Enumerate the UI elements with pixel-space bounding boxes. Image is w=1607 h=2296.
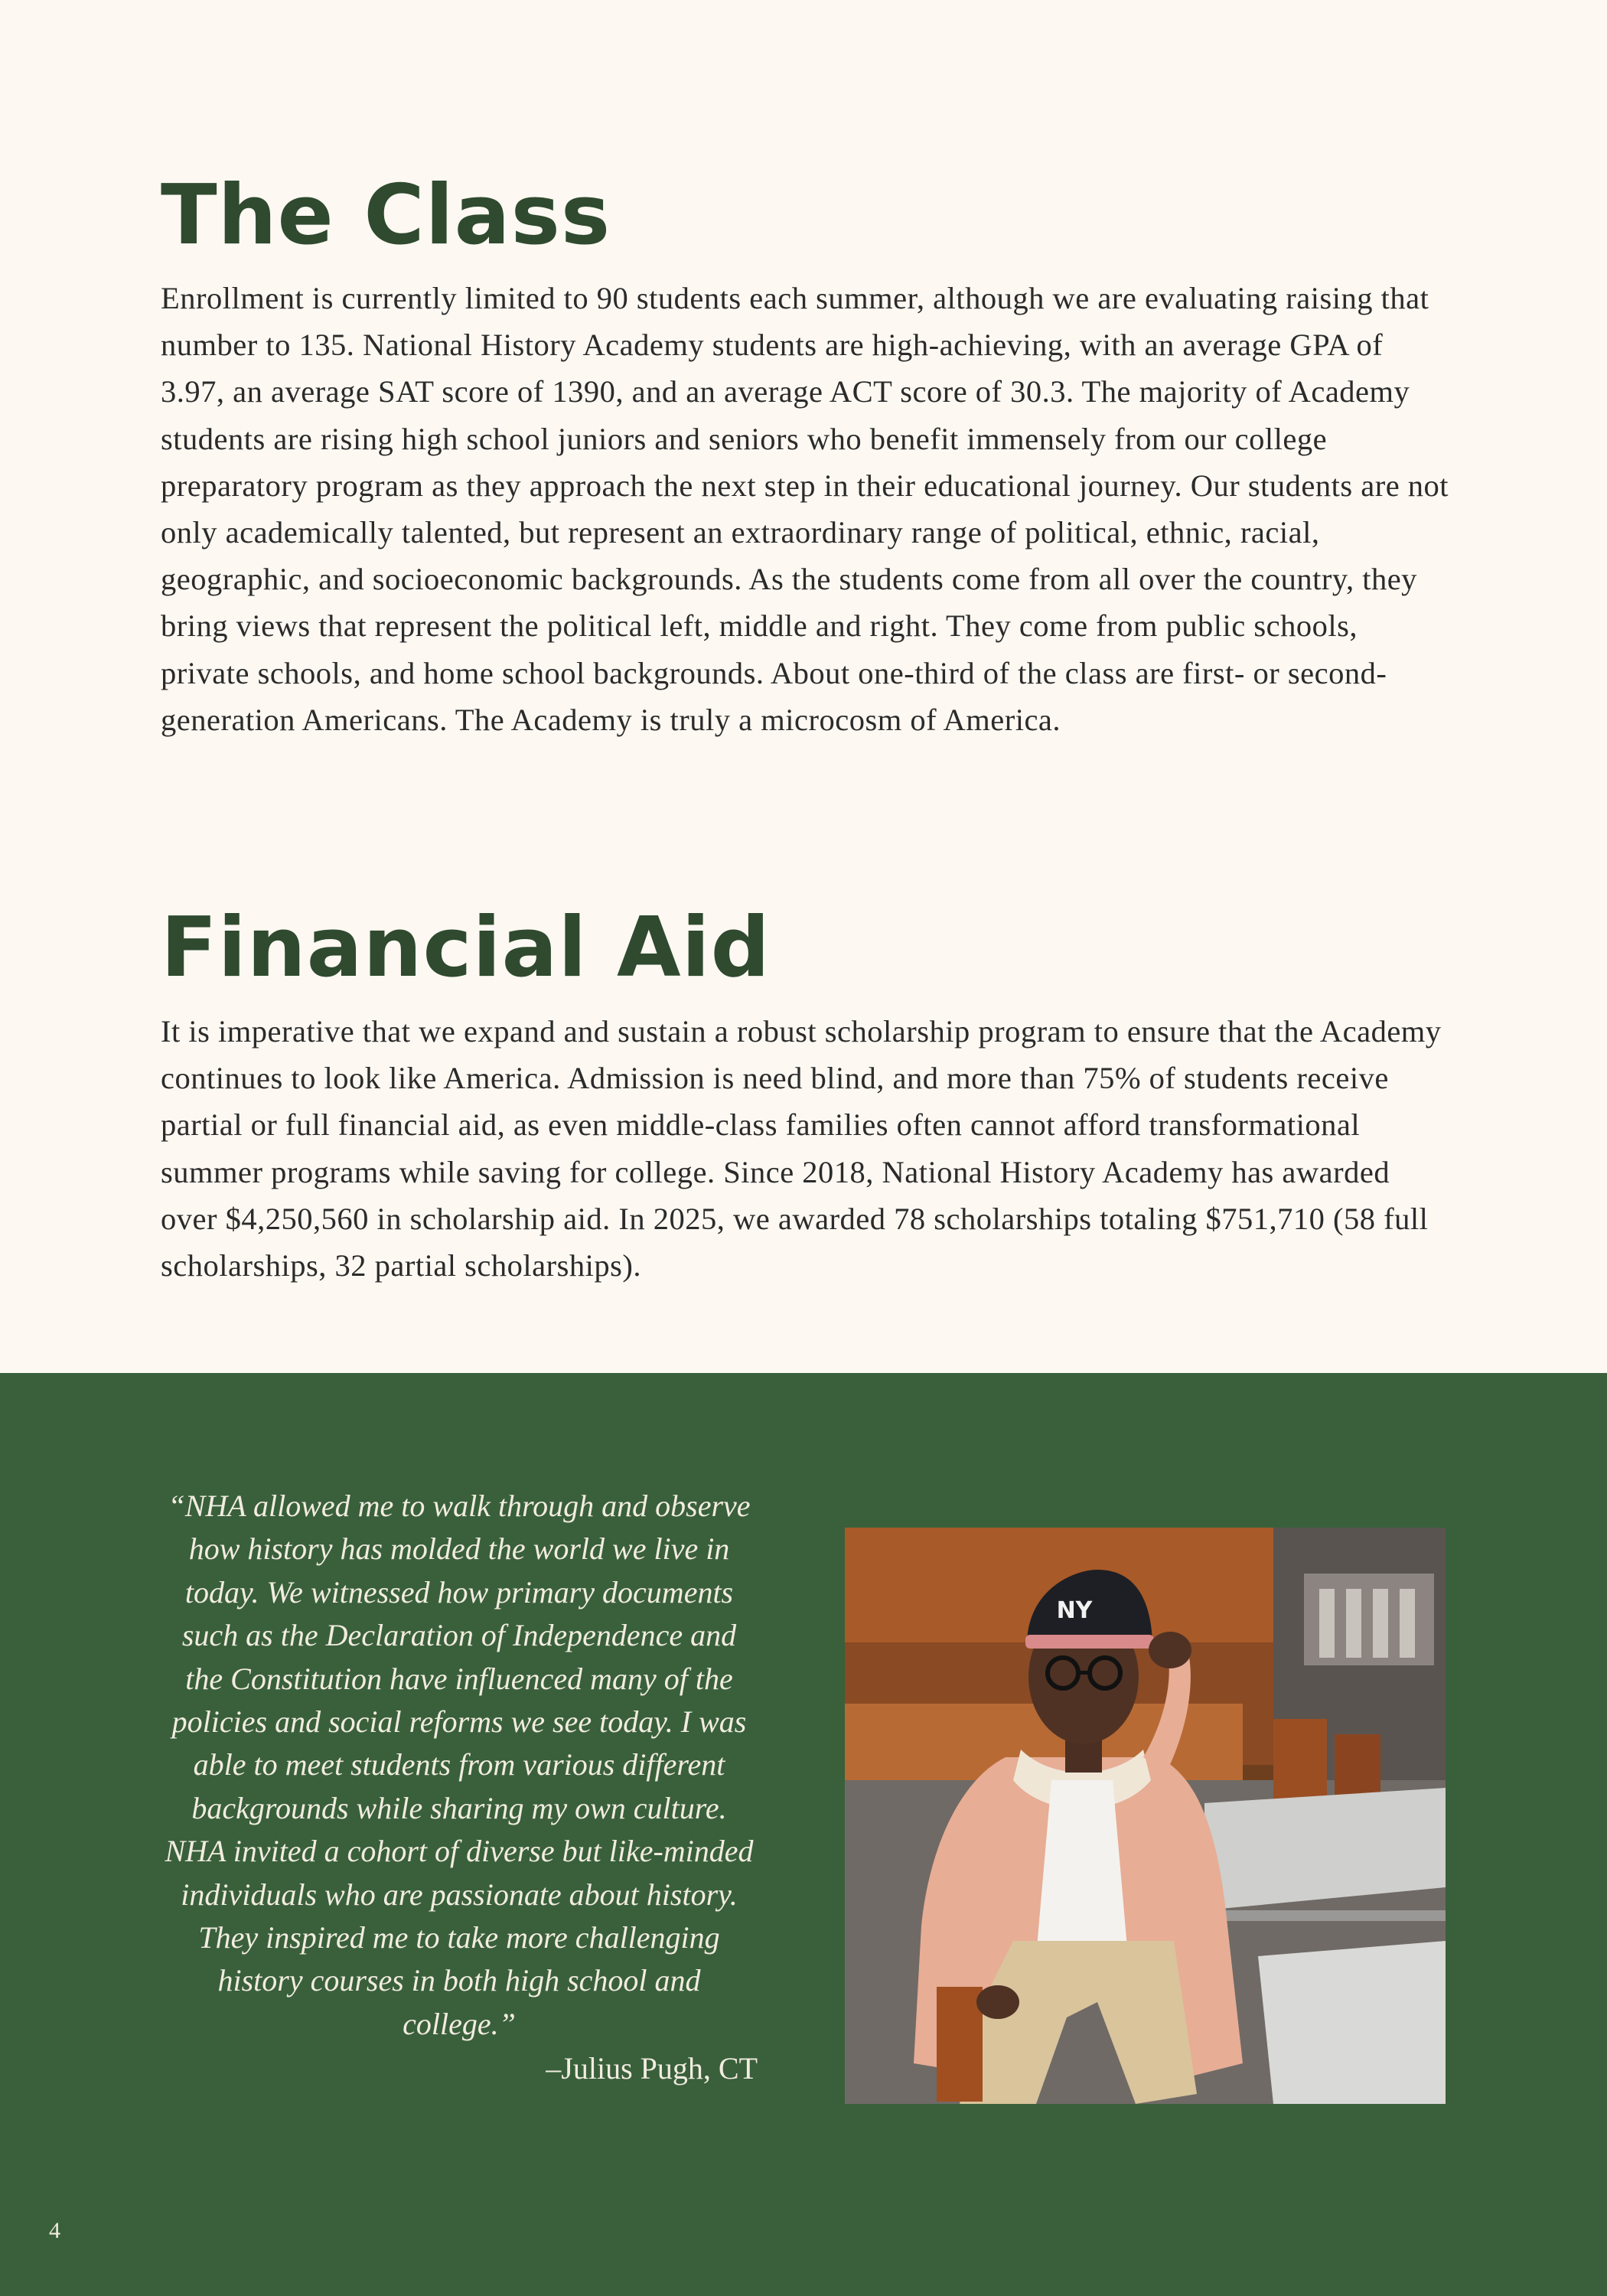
cap-logo: NY bbox=[1056, 1597, 1093, 1624]
student-photo bbox=[845, 1528, 1446, 2104]
testimonial-quote: “NHA allowed me to walk through and observe how history has molded the world we live in today. We witnessed how primary documents such as the Declaration of Independence and the Constitution have influenced many of the policies and social reforms we see today. I was able to meet students from various different backgrounds while sharing my own culture. NHA invited a cohort of diverse but like-minded individuals who are passionate about history. They inspired me to take more challenging history courses in both high school and college.” bbox=[165, 1489, 754, 2041]
the-class-paragraph: Enrollment is currently limited to 90 students each summer, although we are evaluating raising that number to 135. National History Academy students are high-achieving, with an average GPA of 3.97, an average SAT score of 1390, and an average ACT score of 30.3. The majority of Academy students are rising high school juniors and seniors who benefit immensely from our college preparatory program as they approach the next step in their educational journey. Our students are not only academically talented, but represent an extraordinary range of political, ethnic, racial, geographic, and socioeconomic backgrounds. As the students come from all over the country, they bring views that represent the political left, middle and right. They come from public schools, private schools, and home school backgrounds. About one-third of the class are first- or second-generation Americans. The Academy is truly a microcosm of America. bbox=[161, 281, 1449, 737]
financial-aid-heading: Financial Aid bbox=[161, 900, 771, 996]
testimonial-attribution: –Julius Pugh, CT bbox=[546, 2051, 758, 2086]
testimonial-quote-block bbox=[161, 1485, 758, 2090]
page-number: 4 bbox=[49, 2218, 60, 2243]
the-class-heading: The Class bbox=[161, 168, 611, 263]
financial-aid-paragraph: It is imperative that we expand and sustain a robust scholarship program to ensure that the Academy continues to look like America. Admission is need blind, and more than 75% of students receive partial or full financial aid, as even middle-class families often cannot afford transformational summer programs while saving for college. Since 2018, National History Academy has awarded over $4,250,560 in scholarship aid. In 2025, we awarded 78 scholarships totaling $751,710 (58 full scholarships, 32 partial scholarships). bbox=[161, 1014, 1442, 1283]
